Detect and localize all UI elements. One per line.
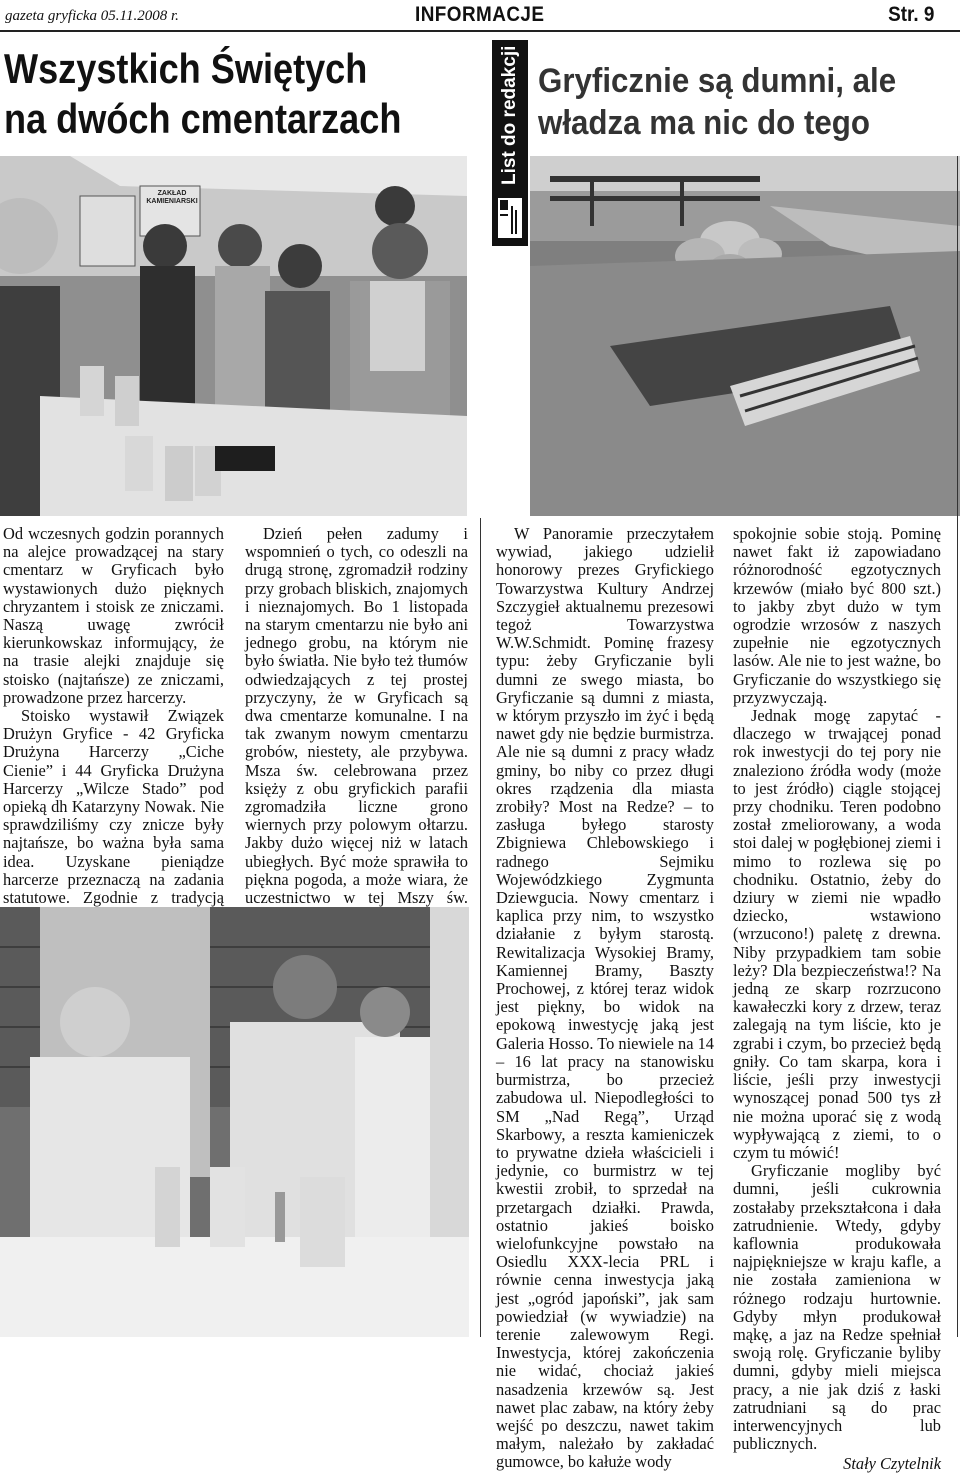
article1-paragraph: Dzień pełen zadumy i wspomnień o tych, co odeszli na drugą stronę, zgromadził rodziny przy grobach bliskich, znajomych i nieznajomych. Bo 1 listopada na starym cmentarzu nie było ani jednego grobu, na którym nie było światła. Nie było też tłumów odwiedzających z tej prostej przyczyny, że w Gryficach są dwa cmentarze komunalne. I na tak zwanym nowym cmentarzu grobów, niestety, ale przybywa. Msza św. celebrowana przez księży z obu gryfickich parafii zgromadziła liczne grono wiernych przy polowym ołtarzu. Jakby dużo więcej niż w latach ubiegłych. Być może sprawiła to piękna pogoda, a może wiara, że uczestnictwo w tej Mszy św.	[245, 524, 468, 908]
article1-column-1	[3, 525, 224, 944]
article1-paragraph: Stoisko wystawił Związek Drużyn Gryfice - 42 Gryficka Drużyna Harcerzy „Ciche Cienie” i 44 Gryficka Drużyna Harcerzy „Wilcze Stado” pod opieką dh Katarzyny Nowak. Nie sprawdziliśmy czy znicze były najtańsze, bo ważna była sama idea. Uzyskane pieniądze harcerze przeznaczą na zadania statutowe. Zgodnie z tradycją	[3, 706, 224, 908]
page-number: Str. 9	[887, 3, 934, 26]
sign-label: ZAKŁAD KAMIENIARSKI	[146, 190, 198, 205]
mass-photo	[0, 907, 469, 1337]
newspaper-date: gazeta gryficka 05.11.2008 r.	[5, 8, 179, 24]
garden-photo	[530, 156, 960, 516]
article2-paragraph: Gryficzanie mogliby być dumni, jeśli cukrownia zostałaby przekształcona i dała zatrudnienie. Wtedy, gdyby kaflownia produkowała najpiękniejsze w kraju kafle, a nie została zamieniona w różnego rodzaju hurtownie. Gdyby młyn produkował mąkę, a jaz na Redze spełniał swoją rolę. Gryficzanie byliby dumni, gdyby mieli miejsca pracy, a nie jak dziś z łaski zatrudniani są do prac interwencyjnych lub publicznych.	[733, 1161, 941, 1454]
article2-column-4	[733, 525, 941, 1474]
letter-label: List do redakcji	[499, 45, 520, 185]
article1-column-2	[245, 525, 468, 944]
article2-column-3	[496, 525, 714, 1472]
section-title: INFORMACJE	[415, 3, 545, 26]
article2-signature: Stały Czytelnik	[843, 1454, 941, 1474]
article2-frame-right	[957, 156, 958, 1337]
scouts-photo	[0, 156, 467, 516]
header-rule	[0, 30, 960, 32]
article2-paragraph: W Panoramie przeczytałem wywiad, jakiego udzielił honorowy prezes Gryfickiego Towarzystwa Kultury Andrzej Szczygieł aktualnemu prezesowi tegoż Towarzystwa W.W.Schmidt. Pominę frazesy typu: żeby Gryficzanie byli dumni ze swego miasta, bo Gryficzanie są dumni z miasta, w którym przyszło im żyć i będą nawet gdy nie będzie burmistrza. Ale nie są dumni z pracy władz gminy, bo niby co przez długi okres rządzenia dla miasta zrobiły? Most na Redze? – to zasługa byłego starosty Zbigniewa Chlebowskiego i radnego Sejmiku Wojewódzkiego Zygmunta Dziewgucia. Nowy cmentarz i kaplica przy nim, to wszystko działanie z byłym starostą. Rewitalizacja Wysokiej Bramy, Kamiennej Bramy, Baszty Prochowej, z której teraz widok jest piękny, bo widok na epokową inwestycję jaką jest Galeria Hosso. To niewiele na 14 – 16 lat pracy na stanowisku burmistrza, bo przecież zabudowa ul. Niepodległości to SM „Nad Regą”, Urząd Skarbowy, a reszta kamieniczek to prywatne dzieła właścicieli i jedynie, co burmistrz w tej kwestii zrobił, to sprzedał na przetargach działki. Prawda, ostatnio jakieś boisko wielofunkcyjne powstało na Osiedlu XXX-lecia PRL i równie cenna inwestycja jaką jest „ogród japoński”, jak sam powiedział (w wywiadzie) na terenie zalewowym Regi. Inwestycja, której zakończenia nie widać, chociaż jakieś nasadzenia krzewów są. Jest nawet plac zabaw, na który żeby wejść po deszczu, nawet takim małym, należało by zakładać gumowce, bo kałuże wody	[496, 524, 714, 1472]
article1-title: Wszystkich Świętych na dwóch cmentarzach	[4, 45, 402, 142]
newspaper-icon	[498, 198, 522, 238]
article2-title: Gryficznie są dumni, ale władza ma nic do tego	[538, 62, 897, 142]
article1-paragraph: Od wczesnych godzin porannych na alejce prowadzącej na stary cmentarz w Gryficach było wystawionych dużo pięknych chryzantem i stoisk ze zniczami. Naszą uwagę zwrócił kierunkowskaz informujący, że na trasie alejki znajduje się stoisko (najtańsze) ze zniczami, prowadzone przez harcerzy.	[3, 524, 224, 707]
article2-paragraph: Jednak mogę zapytać - dlaczego w trwającej ponad rok inwestycji do tej pory nie znaleziono źródła wody (może to jest źródło) ciągle stojącej przy chodniku. Teren podobno został zmeliorowany, a woda stoi dalej w pogłębionej ziemi i mimo to rozlewa się po chodniku. Ostatnio, żeby do dziury w ziemi nie wpadło dziecko, wstawiono (wrzucono!) paletę z drewna. Niby przypadkiem tam sobie leży? Dla bezpieczeństwa!? Na jedną ze skarp rozrzucono kawałeczki kory z drzew, teraz zalegają na tym liście, kto je zgrabi i czym, bo przecież będą gniły. Co tam skarpa, kora i liście, jeśli przy inwestycji wynoszącej ponad 500 tys zł nie można uporać się z wodą wypływającą z ziemi, to o czym tu mówić!	[733, 706, 941, 1162]
column-rule	[480, 518, 481, 1337]
article2-paragraph: spokojnie sobie stoją. Pominę nawet fakt iż zapowiadano różnorodność egzotycznych krzewów (miało być 800 szt.) to jakby zbyt dużo w tym ogrodzie wrzosów z naszych zupełnie nie egzotycznych lasów. Ale nie to jest ważne, bo Gryficzanie do wszystkiego się przyzwyczają.	[733, 524, 941, 707]
